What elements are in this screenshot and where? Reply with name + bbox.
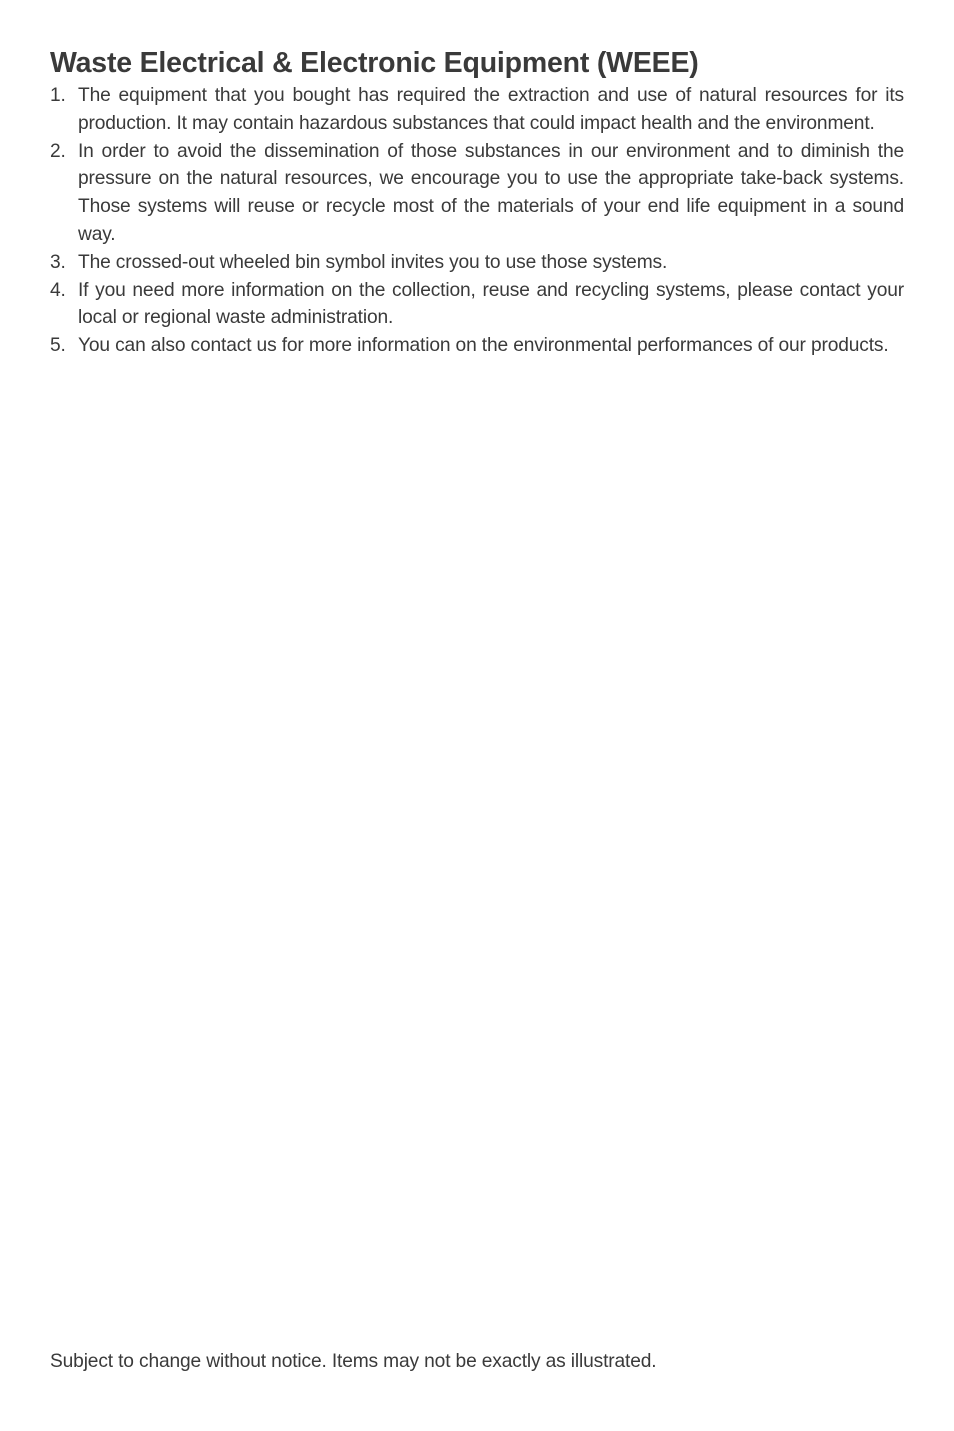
list-item — [50, 277, 904, 333]
list-item-text: The equipment that you bought has required the extraction and use of natural resources for its production. It may contain hazardous substances that could impact health and the environment. — [78, 85, 904, 134]
list-item-number: 3. — [50, 251, 66, 273]
weee-section — [50, 44, 904, 360]
list-item — [50, 249, 904, 277]
disclaimer-note: Subject to change without notice. Items may not be exactly as illustrated. — [50, 1351, 657, 1372]
list-item-text: The crossed-out wheeled bin symbol invites you to use those systems. — [78, 251, 668, 273]
list-item-number: 2. — [50, 140, 66, 162]
weee-list — [50, 82, 904, 360]
list-item-text: You can also contact us for more information on the environmental performances of our products. — [78, 335, 889, 357]
list-item-number: 5. — [50, 335, 66, 357]
list-item-text: If you need more information on the collection, reuse and recycling systems, please contact your local or regional waste administration. — [78, 279, 904, 329]
list-item-number: 4. — [50, 279, 66, 301]
list-item-text: In order to avoid the dissemination of those substances in our environment and to diminish the pressure on the natural resources, we encourage you to use the appropriate take-back systems. Those systems will reuse or recycle most of the materials of your end life equipment in a sound way. — [78, 140, 904, 245]
page-title: Waste Electrical & Electronic Equipment (WEEE) — [50, 47, 699, 79]
list-item — [50, 138, 904, 249]
list-item-number: 1. — [50, 85, 66, 106]
list-item — [50, 332, 904, 360]
list-item — [50, 82, 904, 138]
